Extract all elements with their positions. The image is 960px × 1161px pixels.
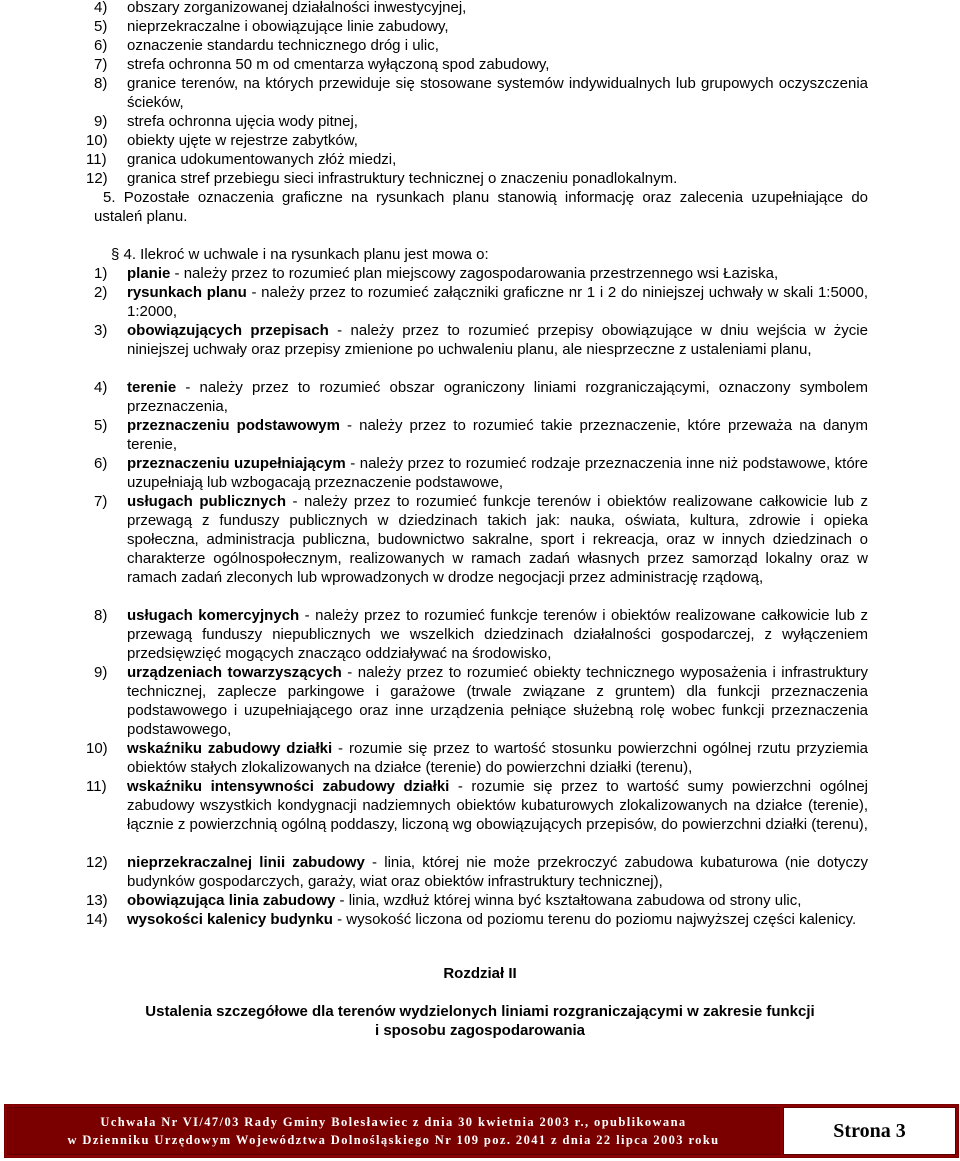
- list-item: [94, 74, 868, 114]
- definition-text: - należy przez to rozumieć przepisy obowiązujące w dniu wejścia w życie niniejszej uchwały oraz przepisy zmienione po uchwaleniu planu, ale niesprzeczne z ustaleniami planu,: [127, 322, 868, 358]
- footer-citation-box: [7, 1107, 780, 1155]
- definition-text: - należy przez to rozumieć załączniki graficzne nr 1 i 2 do niniejszej uchwały w skali 1:5000, 1:2000,: [127, 284, 868, 320]
- definition-number: 10): [86, 740, 108, 757]
- definition-text: - należy przez to rozumieć obszar ograniczony liniami rozgraniczającymi, oznaczony symbolem przeznaczenia,: [127, 379, 868, 415]
- definition-term: urządzeniach towarzyszących: [127, 664, 342, 681]
- definition-term: obowiązujących przepisach: [127, 322, 329, 339]
- definition-number: 12): [86, 854, 108, 871]
- definition-term: przeznaczeniu podstawowym: [127, 417, 340, 434]
- paragraph-5-text: 5. Pozostałe oznaczenia graficzne na rysunkach planu stanowią informację oraz zalecenia uzupełniające do ustaleń planu.: [94, 189, 868, 225]
- definition-text: - należy przez to rozumieć takie przeznaczenie, które przeważa na danym terenie,: [127, 417, 868, 453]
- footer-citation-line2: w Dzienniku Urzędowym Województwa Dolnośląskiego Nr 109 poz. 2041 z dnia 22 lipca 2003 roku: [67, 1133, 720, 1147]
- definition-term: wskaźniku intensywności zabudowy działki: [127, 778, 450, 795]
- definition-number: 11): [86, 778, 107, 795]
- definition-number: 7): [94, 493, 108, 510]
- page-footer: [4, 1104, 959, 1158]
- definition-number: 8): [94, 607, 108, 624]
- page-number-label: Strona 3: [783, 1107, 956, 1155]
- list-text: obiekty ujęte w rejestrze zabytków,: [127, 132, 358, 149]
- definition-number: 13): [86, 892, 108, 909]
- definition-term: usługach publicznych: [127, 493, 287, 510]
- definition-number: 9): [94, 664, 108, 681]
- list-number: 10): [86, 132, 108, 149]
- definition-text: - należy przez to rozumieć plan miejscowy zagospodarowania przestrzennego wsi Łaziska,: [170, 265, 779, 282]
- list-text: strefa ochronna ujęcia wody pitnej,: [127, 113, 358, 130]
- section-4-intro-text: § 4. Ilekroć w uchwale i na rysunkach planu jest mowa o:: [111, 246, 489, 263]
- chapter-title: Rozdział II: [443, 965, 517, 982]
- definition-term: terenie: [127, 379, 177, 396]
- definition-text: - linia, wzdłuż której winna być kształtowana zabudowa od strony ulic,: [335, 892, 802, 909]
- definition-term: rysunkach planu: [127, 284, 247, 301]
- definition-number: 1): [94, 265, 108, 282]
- definition-term: przeznaczeniu uzupełniającym: [127, 455, 346, 472]
- definition-term: obowiązująca linia zabudowy: [127, 892, 336, 909]
- definition-text: - należy przez to rozumieć rodzaje przeznaczenia inne niż podstawowe, które uzupełniają lub wzbogacają przeznaczenie podstawowe,: [127, 455, 868, 491]
- list-number: 12): [86, 170, 108, 187]
- definition-text: - należy przez to rozumieć funkcje terenów i obiektów realizowane całkowicie lub z przewagą funduszy niepublicznych we wszelkich dziedzinach działalności gospodarczej, z wyłączeniem przedsięwzięć mogących znacząco oddziaływać na środowisko,: [127, 607, 868, 662]
- definition-term: wysokości kalenicy budynku: [127, 911, 333, 928]
- paragraph-5: [94, 188, 868, 226]
- list-number: 6): [94, 37, 108, 54]
- list-number: 5): [94, 18, 108, 35]
- definition-number: 5): [94, 417, 108, 434]
- definition-term: planie: [127, 265, 171, 282]
- list-text: nieprzekraczalne i obowiązujące linie zabudowy,: [127, 18, 449, 35]
- definition-text: - rozumie się przez to wartość sumy powierzchni ogólnej zabudowy wszystkich kondygnacji nadziemnych obiektów kubaturowych zlokalizowanych na działce (terenie), łącznie z powierzchnią ogólną poddaszy, liczoną wg obowiązujących przepisów, do powierzchni działki (terenu),: [127, 778, 868, 833]
- definition-text: - należy przez to rozumieć funkcje terenów i obiektów realizowane całkowicie lub z przewagą z funduszy publicznych w dziedzinach takich jak: nauka, oświata, kultura, zdrowie i opieka społeczna, administracja publiczna, budownictwo sakralne, sport i rekreacja, oraz w innych dziedzinach o charakterze ogólnospołecznym, realizowanych w ramach zadań własnych przez samorząd lokalny oraz w ramach zadań zleconych lub wprowadzonych w drodze negocjacji przez administrację rządową,: [127, 493, 869, 586]
- definition-term: nieprzekraczalnej linii zabudowy: [127, 854, 365, 871]
- paragraph-section-4-intro: [94, 245, 868, 264]
- definition-term: usługach komercyjnych: [127, 607, 300, 624]
- list-text: granice terenów, na których przewiduje się stosowane systemów indywidualnych lub grupowych oczyszczenia ścieków,: [127, 75, 868, 111]
- footer-citation-line1: Uchwała Nr VI/47/03 Rady Gminy Bolesławiec z dnia 30 kwietnia 2003 r., opublikowana: [100, 1115, 687, 1129]
- list-text: obszary zorganizowanej działalności inwestycyjnej,: [127, 0, 467, 16]
- chapter-subtitle-line2: i sposobu zagospodarowania: [374, 1022, 586, 1039]
- list-number: 11): [86, 151, 107, 168]
- list-text: strefa ochronna 50 m od cmentarza wyłączoną spod zabudowy,: [127, 56, 550, 73]
- definition-term: wskaźniku zabudowy działki: [127, 740, 333, 757]
- definition-text: - wysokość liczona od poziomu terenu do poziomu najwyższej części kalenicy.: [332, 911, 857, 928]
- list-text: granica udokumentowanych złóż miedzi,: [127, 151, 397, 168]
- definition-number: 6): [94, 455, 108, 472]
- definition-number: 3): [94, 322, 108, 339]
- definition-number: 14): [86, 911, 108, 928]
- list-number: 7): [94, 56, 108, 73]
- definition-number: 2): [94, 284, 108, 301]
- definition-text: - należy przez to rozumieć obiekty technicznego wyposażenia i infrastruktury technicznej, zaplecze parkingowe i garażowe (trwale związane z gruntem) dla funkcji przeznaczenia podstawowego i uzupełniającego oraz inne urządzenia pełniące służebną rolę wobec funkcji przeznaczenia podstawowego,: [127, 664, 868, 738]
- chapter-subtitle-line1: Ustalenia szczegółowe dla terenów wydzielonych liniami rozgraniczającymi w zakresie funkcji: [145, 1003, 815, 1020]
- definition-number: 4): [94, 379, 108, 396]
- list-text: oznaczenie standardu technicznego dróg i ulic,: [127, 37, 439, 54]
- list-number: 9): [94, 113, 108, 130]
- list-text: granica stref przebiegu sieci infrastruktury technicznej o znaczeniu ponadlokalnym.: [127, 170, 678, 187]
- list-number: 8): [94, 75, 108, 92]
- list-number: 4): [94, 0, 108, 16]
- definition-text: - rozumie się przez to wartość stosunku powierzchni ogólnej rzutu przyziemia obiektów stałych zlokalizowanych na działce (terenie) do powierzchni działki (terenu),: [127, 740, 868, 776]
- definition-text: - linia, której nie może przekroczyć zabudowa kubaturowa (nie dotyczy budynków gospodarczych, garaży, wiat oraz obiektów infrastruktury technicznej),: [127, 854, 868, 890]
